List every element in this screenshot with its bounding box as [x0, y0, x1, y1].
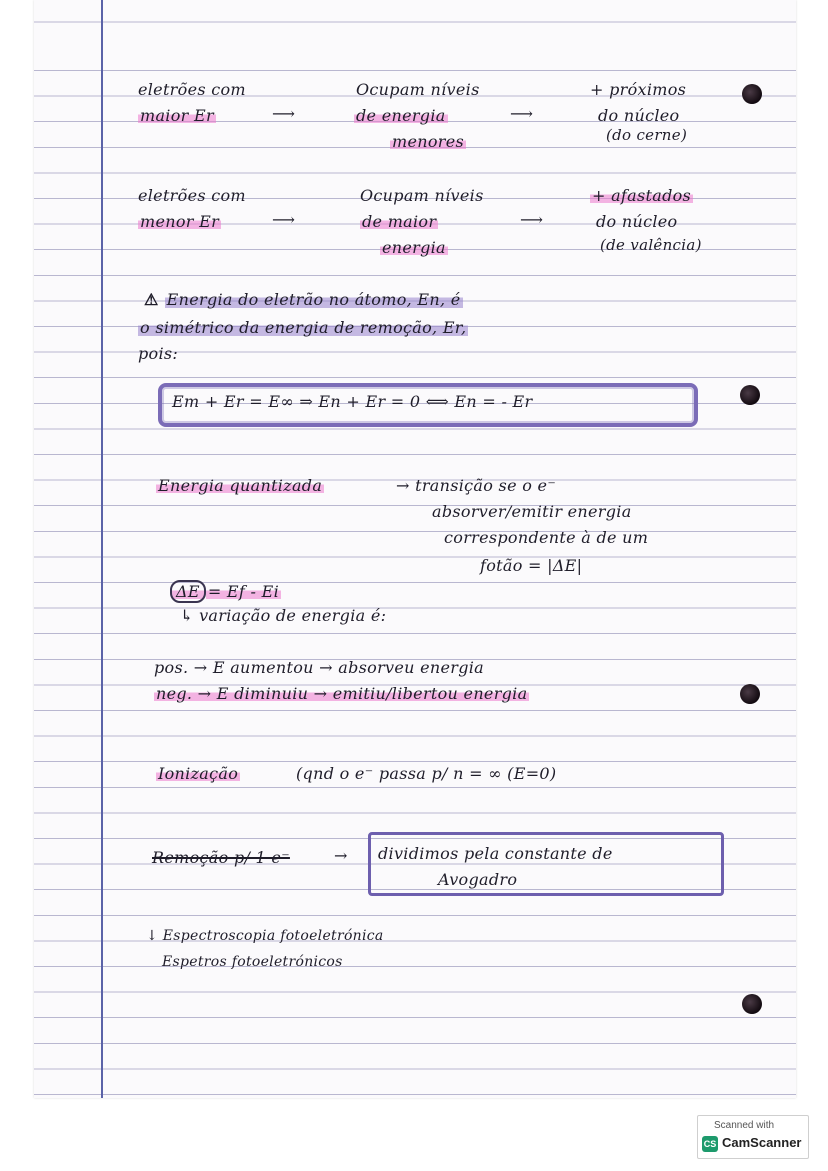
s2-r1-b: Ocupam níveis	[360, 186, 484, 205]
arrow-icon: →	[334, 846, 348, 865]
warning-triangle-icon: ⚠	[144, 290, 159, 309]
sign-pos: pos. → E aumentou → absorveu energia	[154, 658, 485, 677]
s1-r2-a: maior Er	[140, 106, 214, 125]
spectro-line1: ↓ Espectroscopia fotoeletrónica	[146, 928, 384, 944]
badge-line1: Scanned with	[714, 1120, 775, 1131]
spectro-line2: Espetros fotoeletrónicos	[162, 954, 343, 970]
removal-left-wrap	[152, 848, 290, 867]
delta-label: ΔE	[170, 580, 206, 603]
s1-r3-b-wrap	[390, 132, 466, 151]
s2-r2-a: menor Er	[140, 212, 220, 231]
s1-r2-b: de energia	[356, 106, 446, 125]
punch-hole	[742, 84, 762, 104]
s2-r2-a-wrap	[138, 212, 221, 231]
camscanner-badge	[697, 1115, 809, 1159]
camscanner-logo-icon: CS	[702, 1136, 718, 1152]
s1-r3-b: menores	[392, 132, 465, 151]
badge-line2: CamScanner	[722, 1135, 802, 1150]
s1-r1-a: eletrões com	[138, 80, 246, 99]
ionization-word: Ionização	[158, 764, 239, 783]
delta-line2: ↳ variação de energia é:	[180, 606, 387, 625]
arrow-icon: ⟶	[272, 210, 296, 229]
note-line3: pois:	[138, 344, 179, 363]
removal-box-line1: dividimos pela constante de	[378, 844, 613, 863]
notebook-page	[34, 0, 796, 1098]
note-line2: o simétrico da energia de remoção, Er,	[140, 318, 467, 337]
s1-r1-c: + próximos	[590, 80, 687, 99]
margin-line	[101, 0, 103, 1098]
quantized-line4: fotão = |ΔE|	[480, 556, 583, 575]
s2-r3-b: energia	[382, 238, 446, 257]
delta-line1	[170, 582, 281, 601]
quantized-line1a-wrap	[156, 476, 324, 495]
s2-r3-b-wrap	[380, 238, 448, 257]
quantized-line3: correspondente à de um	[444, 528, 649, 547]
note-line2-wrap	[138, 318, 468, 337]
s1-r1-b: Ocupam níveis	[356, 80, 480, 99]
note-line1	[144, 290, 463, 309]
quantized-line1a: Energia quantizada	[158, 476, 323, 495]
s2-r1-c: + afastados	[592, 186, 692, 205]
removal-box	[368, 832, 724, 896]
s2-r2-b: de maior	[362, 212, 437, 231]
sign-neg: neg. → E diminuiu → emitiu/libertou energia	[156, 684, 528, 703]
note-line1-text: Energia do eletrão no átomo, En, é	[166, 290, 461, 309]
arrow-icon: ⟶	[272, 104, 296, 123]
s2-r1-a: eletrões com	[138, 186, 246, 205]
removal-left: Remoção p/ 1 e⁻	[152, 848, 290, 867]
quantized-line2: absorver/emitir energia	[432, 502, 632, 521]
equation: Em + Er = E∞ ⇒ En + Er = 0 ⟺ En = - Er	[172, 392, 533, 411]
s2-r2-b-wrap	[360, 212, 438, 231]
punch-hole	[742, 994, 762, 1014]
s1-r2-b-wrap	[354, 106, 448, 125]
removal-box-line2: Avogadro	[438, 870, 518, 889]
delta-rest: = Ef - Ei	[207, 582, 280, 601]
quantized-line1b: → transição se o e⁻	[396, 476, 557, 495]
punch-hole	[740, 385, 760, 405]
s2-r2-c: do núcleo	[596, 212, 678, 231]
punch-hole	[740, 684, 760, 704]
ionization-word-wrap	[156, 764, 240, 783]
arrow-icon: ⟶	[510, 104, 534, 123]
ionization-rest: (qnd o e⁻ passa p/ n = ∞ (E=0)	[296, 764, 557, 783]
s2-r3-c: (de valência)	[600, 236, 702, 254]
sign-neg-wrap	[154, 684, 529, 703]
arrow-icon: ⟶	[520, 210, 544, 229]
s1-r3-c: (do cerne)	[606, 126, 688, 144]
s1-r2-a-wrap	[138, 106, 216, 125]
s2-r1-c-wrap	[590, 186, 693, 205]
s1-r2-c: do núcleo	[598, 106, 680, 125]
